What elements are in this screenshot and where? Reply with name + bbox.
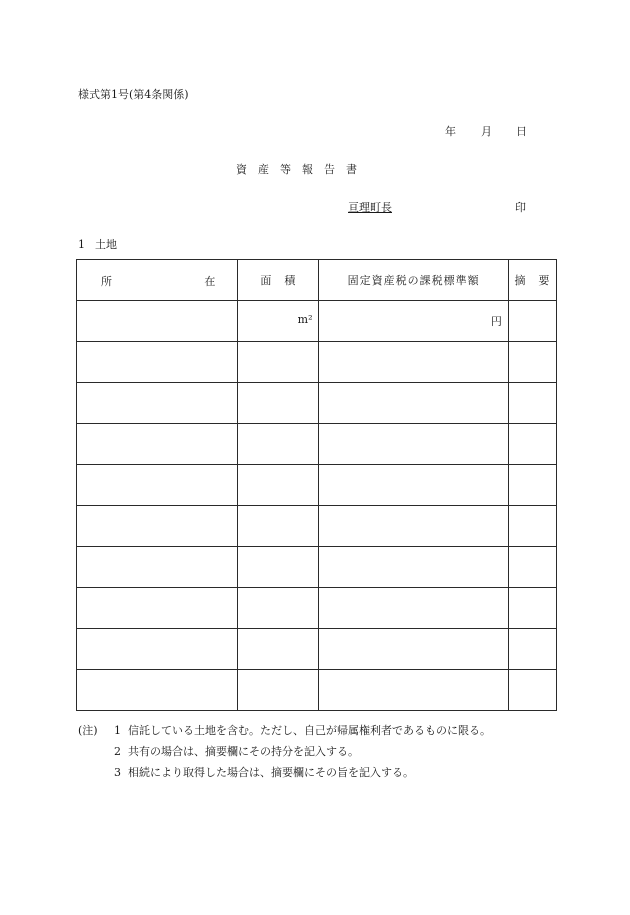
table-row	[77, 465, 557, 506]
remarks-cell[interactable]	[508, 301, 556, 342]
table-row	[77, 670, 557, 711]
area-cell[interactable]	[238, 588, 319, 629]
tax-value-cell[interactable]	[319, 588, 508, 629]
land-asset-table	[76, 259, 557, 711]
recipient-label: 亘理町長	[348, 201, 392, 214]
remarks-cell[interactable]	[508, 547, 556, 588]
title-char: 告	[324, 163, 336, 176]
table-row	[77, 547, 557, 588]
tax-value-cell[interactable]	[319, 629, 508, 670]
table-row	[77, 301, 557, 342]
location-cell[interactable]	[77, 547, 238, 588]
table-row	[77, 506, 557, 547]
location-cell[interactable]	[77, 424, 238, 465]
remarks-cell[interactable]	[508, 383, 556, 424]
table-row	[77, 383, 557, 424]
remarks-cell[interactable]	[508, 424, 556, 465]
note-text: 相続により取得した場合は、摘要欄にその旨を記入する。	[128, 766, 414, 779]
location-cell[interactable]	[77, 670, 238, 711]
location-cell[interactable]	[77, 629, 238, 670]
form-identifier: 様式第1号(第4条関係)	[78, 88, 189, 101]
location-cell[interactable]	[77, 506, 238, 547]
area-cell[interactable]	[238, 465, 319, 506]
area-cell[interactable]	[238, 342, 319, 383]
tax-value-cell[interactable]	[319, 465, 508, 506]
table-row	[77, 342, 557, 383]
note-number: 2	[114, 745, 121, 758]
section-number: 1	[78, 238, 85, 251]
remarks-cell[interactable]	[508, 342, 556, 383]
header-tax-value: 固定資産税の課税標準額	[319, 260, 508, 301]
area-cell[interactable]	[238, 506, 319, 547]
title-char: 書	[346, 163, 358, 176]
area-cell[interactable]	[238, 670, 319, 711]
header-location-last: 在	[204, 275, 216, 288]
header-location	[77, 260, 238, 301]
note-text: 信託している土地を含む。ただし、自己が帰属権利者であるものに限る。	[128, 724, 491, 737]
date-year-label: 年	[445, 125, 456, 138]
table-row	[77, 424, 557, 465]
table-row	[77, 588, 557, 629]
header-remarks: 摘 要	[508, 260, 556, 301]
area-cell[interactable]	[238, 383, 319, 424]
tax-value-cell[interactable]	[319, 506, 508, 547]
tax-value-cell[interactable]	[319, 383, 508, 424]
note-number: 1	[114, 724, 121, 737]
date-month-label: 月	[481, 125, 492, 138]
area-unit: m²	[297, 313, 313, 326]
seal-mark: 印	[515, 201, 526, 214]
location-cell[interactable]	[77, 383, 238, 424]
title-char: 産	[258, 163, 270, 176]
area-cell[interactable]	[238, 629, 319, 670]
date-day-label: 日	[516, 125, 527, 138]
remarks-cell[interactable]	[508, 465, 556, 506]
notes-mark: (注)	[78, 724, 98, 737]
note-text: 共有の場合は、摘要欄にその持分を記入する。	[128, 745, 359, 758]
tax-value-cell[interactable]	[319, 670, 508, 711]
table-header-row	[77, 260, 557, 301]
title-char: 報	[302, 163, 314, 176]
title-char: 等	[280, 163, 292, 176]
currency-unit: 円	[490, 315, 502, 328]
section-label: 土地	[95, 238, 117, 251]
location-cell[interactable]	[77, 301, 238, 342]
recipient-line	[348, 199, 526, 213]
area-cell[interactable]	[238, 301, 319, 342]
tax-value-cell[interactable]	[319, 301, 508, 342]
title-char: 資	[236, 163, 248, 176]
note-number: 3	[114, 766, 121, 779]
area-cell[interactable]	[238, 424, 319, 465]
location-cell[interactable]	[77, 465, 238, 506]
remarks-cell[interactable]	[508, 506, 556, 547]
location-cell[interactable]	[77, 342, 238, 383]
section-heading	[78, 236, 117, 252]
document-title	[236, 161, 368, 177]
tax-value-cell[interactable]	[319, 424, 508, 465]
remarks-cell[interactable]	[508, 629, 556, 670]
table-row	[77, 629, 557, 670]
remarks-cell[interactable]	[508, 670, 556, 711]
header-area: 面 積	[238, 260, 319, 301]
area-cell[interactable]	[238, 547, 319, 588]
tax-value-cell[interactable]	[319, 342, 508, 383]
tax-value-cell[interactable]	[319, 547, 508, 588]
remarks-cell[interactable]	[508, 588, 556, 629]
location-cell[interactable]	[77, 588, 238, 629]
header-location-first: 所	[101, 275, 112, 288]
